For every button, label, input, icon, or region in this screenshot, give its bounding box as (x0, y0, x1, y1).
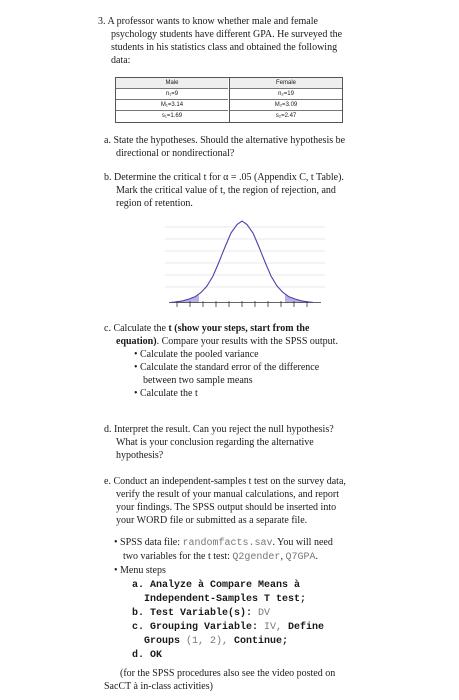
male-column (116, 78, 228, 122)
female-n: n₂=19 (230, 89, 342, 100)
step-d-line (132, 649, 162, 663)
part-c-rest: . Compare your results with the SPSS output. (156, 336, 338, 347)
menu-steps-line (114, 565, 166, 578)
question-3-intro-line-4: data: (111, 55, 131, 66)
part-c-line-2 (116, 336, 338, 349)
part-c-bullet-3 (134, 388, 198, 401)
question-3-intro-line-2: psychology students have different GPA. He surveyed the (111, 29, 343, 40)
step-d-text: d. OK (132, 650, 163, 661)
step-c-groups: Groups (144, 636, 181, 647)
question-3-intro-line-3: students in his statistics class and obtained the following (111, 42, 338, 53)
bullet-icon: • (114, 565, 121, 576)
bullet-text: Calculate the pooled variance (140, 349, 259, 360)
part-d-line-1: d. Interpret the result. Can you reject the null hypothesis? (104, 424, 334, 435)
step-c-line-2 (144, 635, 288, 649)
part-d-line-2: What is your conclusion regarding the alternative (116, 437, 314, 448)
female-s: s₂=2.47 (275, 113, 297, 119)
variables-label: two variables for the t test: (123, 551, 233, 562)
bullet-text: Calculate the t (140, 388, 198, 399)
step-b-line (132, 607, 270, 621)
step-b-value: DV (252, 608, 271, 619)
part-b-line-2: Mark the critical value of t, the region of rejection, and (116, 185, 336, 196)
part-e-line-4: your WORD file or submitted as a separate file. (116, 515, 308, 526)
part-e-line-1: e. Conduct an independent-samples t test on the survey data, (104, 476, 346, 487)
part-e-line-2: verify the result of your manual calculations, and report (116, 489, 339, 500)
male-s: s₁=1.69 (161, 113, 183, 119)
part-a-line-1: a. State the hypotheses. Should the alternative hypothesis be (104, 135, 346, 146)
part-c-line-1 (104, 323, 309, 336)
spss-file-name: randomfacts.sav (182, 538, 273, 549)
t-distribution-figure (165, 215, 325, 315)
step-c-define: Define (282, 622, 325, 633)
step-a-line-1 (132, 579, 300, 593)
step-b-label: b. Test Variable(s): (132, 608, 253, 619)
gridlines (165, 227, 325, 287)
part-c-bold-1: t (show your steps, start from the (168, 323, 310, 334)
period: . (315, 551, 318, 562)
part-c-bullet-2-cont: between two sample means (143, 375, 253, 386)
bullet-icon: • (134, 362, 141, 373)
bullet-icon: • (134, 349, 141, 360)
step-a-line-2 (144, 593, 306, 607)
spss-rest: . You will need (272, 537, 333, 548)
step-c-groups-value: (1, 2), (180, 636, 229, 647)
male-header: Male (116, 78, 228, 89)
step-c-value: IV, (258, 622, 283, 633)
male-mean: M₁=3.14 (116, 100, 228, 111)
left-rejection-region (171, 295, 199, 303)
part-b-line-3: region of retention. (116, 198, 193, 209)
footer-line-1: (for the SPSS procedures also see the video posted on (120, 668, 336, 679)
bullet-icon: • (134, 388, 141, 399)
right-rejection-region (285, 295, 313, 303)
variable-gpa: Q7GPA (285, 552, 316, 563)
male-n: n₁=9 (116, 89, 228, 100)
step-a-text-2: Independent-Samples T test; (144, 594, 307, 605)
part-c-intro: c. Calculate the (104, 323, 169, 334)
part-d-line-3: hypothesis? (116, 450, 164, 461)
step-a-text: a. Analyze à Compare Means à (132, 580, 301, 591)
step-c-continue: Continue; (228, 636, 289, 647)
normal-curve (171, 221, 313, 302)
part-c-bullet-2 (134, 362, 319, 375)
female-header: Female (230, 78, 342, 89)
question-3-intro-line-1: 3. A professor wants to know whether male and female (98, 16, 318, 27)
part-c-bold-2: equation) (116, 336, 157, 347)
bullet-icon: • (114, 537, 121, 548)
spss-data-file-line (114, 537, 333, 551)
part-c-bullet-1 (134, 349, 259, 362)
female-mean: M₂=3.09 (230, 100, 342, 111)
spss-label: SPSS data file: (120, 537, 183, 548)
gpa-data-table (115, 77, 343, 123)
footer-line-2: SacCT à in-class activities) (104, 681, 213, 692)
part-b-line-1: b. Determine the critical t for α = .05 (Appendix C, t Table). (104, 172, 344, 183)
variables-line (123, 551, 318, 565)
part-e-line-3: your findings. The SPSS output should be inserted into (116, 502, 337, 513)
female-column (229, 78, 342, 122)
step-c-label: c. Grouping Variable: (132, 622, 259, 633)
step-c-line-1 (132, 621, 324, 635)
part-a-line-2: directional or nondirectional? (116, 148, 235, 159)
variable-gender: Q2gender (232, 552, 281, 563)
menu-steps-label: Menu steps (120, 565, 166, 576)
comma: , (280, 551, 286, 562)
bullet-text: Calculate the standard error of the difference (140, 362, 320, 373)
